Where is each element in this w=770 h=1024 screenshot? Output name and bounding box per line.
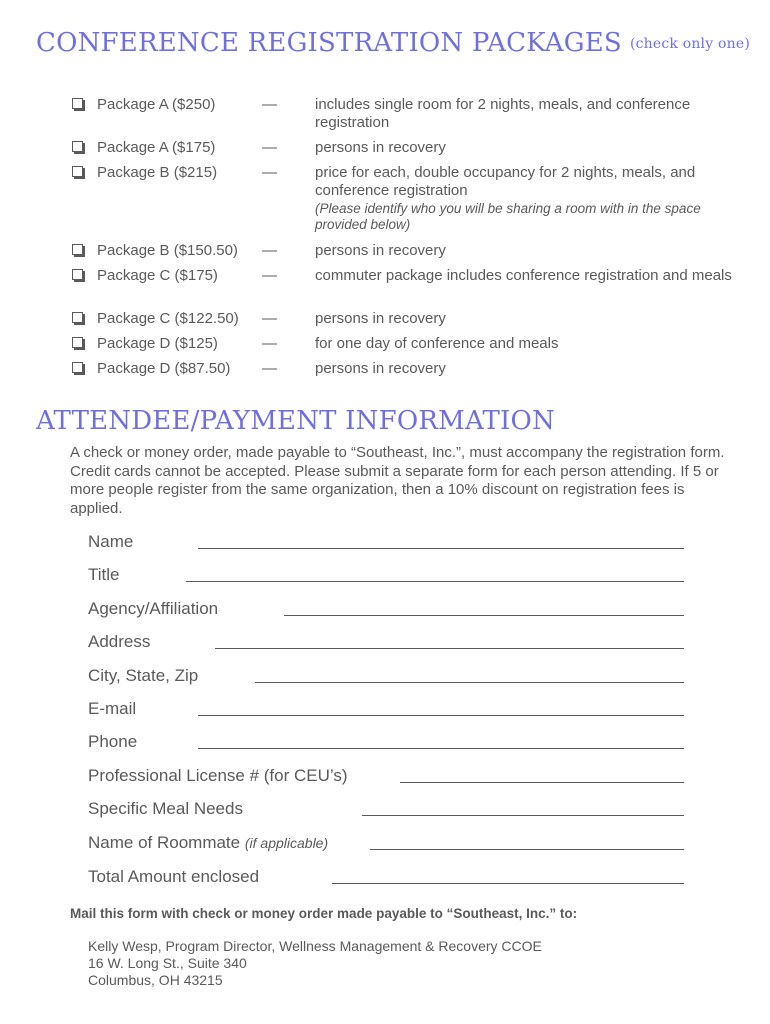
packages-heading-title: CONFERENCE REGISTRATION PACKAGES	[36, 28, 622, 58]
package-dash: —	[262, 139, 277, 156]
package-dash: —	[262, 267, 277, 284]
city-state-zip-field[interactable]	[88, 666, 684, 688]
name-field[interactable]	[88, 532, 684, 554]
packages-heading-note: (check only one)	[629, 36, 750, 52]
email-label: E-mail	[88, 699, 137, 718]
packages-heading	[36, 28, 750, 58]
city-state-zip-label: City, State, Zip	[88, 666, 199, 685]
roommate-label-note: (if applicable)	[244, 835, 329, 851]
total-amount-label: Total Amount enclosed	[88, 867, 260, 886]
roommate-field[interactable]	[88, 833, 684, 855]
agency-field[interactable]	[88, 599, 684, 621]
city-state-zip-line[interactable]	[255, 682, 684, 683]
meal-needs-field[interactable]	[88, 799, 684, 821]
package-description-block	[315, 164, 745, 233]
phone-line[interactable]	[198, 748, 684, 749]
roommate-label-text: Name of Roommate	[88, 833, 241, 852]
package-checkbox[interactable]	[72, 166, 83, 177]
email-line[interactable]	[198, 715, 684, 716]
package-label: Package C ($175)	[97, 267, 218, 284]
package-description: price for each, double occupancy for 2 nights, meals, and conference registration	[315, 164, 696, 199]
package-description: for one day of conference and meals	[315, 335, 559, 352]
package-label: Package B ($215)	[97, 164, 218, 181]
title-label: Title	[88, 565, 120, 584]
package-description: persons in recovery	[315, 139, 446, 156]
package-checkbox[interactable]	[72, 141, 83, 152]
mailing-address	[88, 938, 542, 989]
address-line-2: 16 W. Long St., Suite 340	[88, 955, 247, 971]
package-checkbox[interactable]	[72, 312, 83, 323]
package-checkbox[interactable]	[72, 337, 83, 348]
title-field[interactable]	[88, 565, 684, 587]
package-checkbox[interactable]	[72, 98, 83, 109]
package-description: persons in recovery	[315, 360, 446, 377]
package-dash: —	[262, 310, 277, 327]
total-amount-line[interactable]	[332, 883, 684, 884]
roommate-label	[88, 833, 328, 853]
total-amount-field[interactable]	[88, 867, 684, 889]
package-label: Package B ($150.50)	[97, 242, 238, 259]
package-label: Package C ($122.50)	[97, 310, 239, 327]
package-label: Package A ($250)	[97, 96, 216, 113]
package-dash: —	[262, 360, 277, 377]
package-checkbox[interactable]	[72, 244, 83, 255]
name-line[interactable]	[198, 548, 684, 549]
agency-line[interactable]	[284, 615, 684, 616]
package-dash: —	[262, 242, 277, 259]
address-field[interactable]	[88, 632, 684, 654]
package-dash: —	[262, 96, 277, 113]
package-label: Package A ($175)	[97, 139, 216, 156]
address-line[interactable]	[215, 648, 684, 649]
package-checkbox[interactable]	[72, 362, 83, 373]
license-label: Professional License # (for CEU’s)	[88, 766, 348, 785]
package-description: persons in recovery	[315, 242, 446, 259]
package-description: includes single room for 2 nights, meals, and conference registration	[315, 96, 691, 131]
license-line[interactable]	[400, 782, 684, 783]
phone-label: Phone	[88, 732, 138, 751]
mail-instructions: Mail this form with check or money order made payable to “Southeast, Inc.” to:	[70, 906, 578, 921]
payment-instructions: A check or money order, made payable to “Southeast, Inc.”, must accompany the registration form. Credit cards cannot be accepted. Please submit a separate form for each person attending. If 5 or more people register from the same organization, then a 10% discount on registration fees is applied.	[70, 444, 725, 517]
license-field[interactable]	[88, 766, 684, 788]
name-label: Name	[88, 532, 134, 551]
attendee-heading: ATTENDEE/PAYMENT INFORMATION	[36, 406, 555, 436]
address-label: Address	[88, 632, 151, 651]
agency-label: Agency/Affiliation	[88, 599, 219, 618]
package-dash: —	[262, 335, 277, 352]
title-line[interactable]	[186, 581, 684, 582]
phone-field[interactable]	[88, 732, 684, 754]
address-line-3: Columbus, OH 43215	[88, 972, 223, 988]
package-description: persons in recovery	[315, 310, 446, 327]
package-note: (Please identify who you will be sharing a room with in the space provided below)	[315, 201, 701, 232]
meal-needs-line[interactable]	[362, 815, 684, 816]
roommate-line[interactable]	[370, 849, 684, 850]
package-label: Package D ($125)	[97, 335, 218, 352]
meal-needs-label: Specific Meal Needs	[88, 799, 243, 818]
package-checkbox[interactable]	[72, 269, 83, 280]
email-field[interactable]	[88, 699, 684, 721]
package-description: commuter package includes conference registration and meals	[315, 267, 732, 284]
package-label: Package D ($87.50)	[97, 360, 231, 377]
address-line-1: Kelly Wesp, Program Director, Wellness Management & Recovery CCOE	[88, 938, 542, 954]
package-dash: —	[262, 164, 277, 181]
